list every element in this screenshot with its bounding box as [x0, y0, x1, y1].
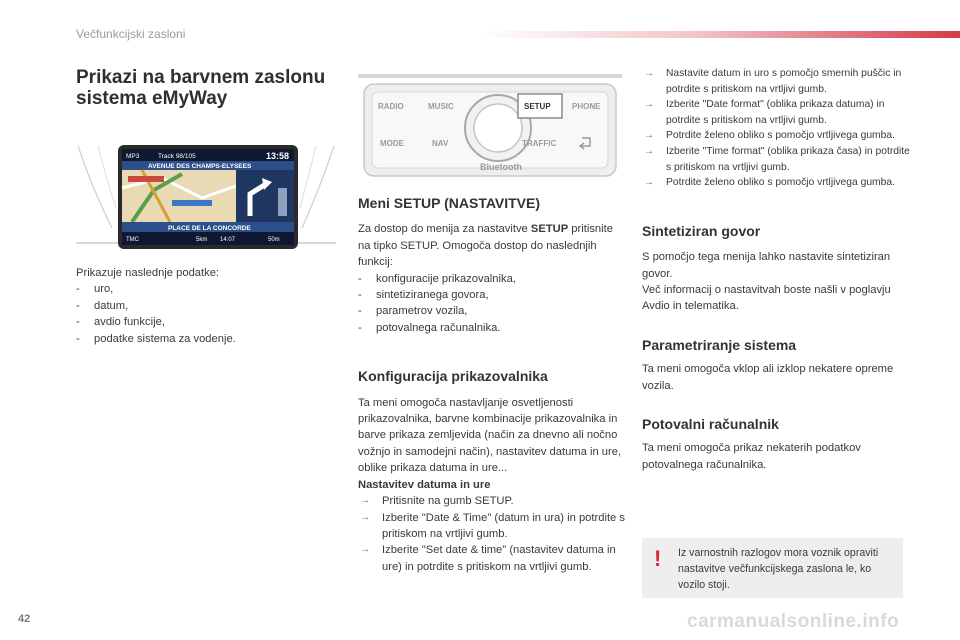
- list-item: - podatke sistema za vodenje.: [76, 331, 346, 347]
- list-item: - konfiguracije prikazovalnika,: [358, 271, 628, 287]
- music-button-label: MUSIC: [428, 102, 454, 111]
- list-item: → Pritisnite na gumb SETUP.: [358, 493, 628, 509]
- page-number: 42: [18, 613, 31, 625]
- emyway-screen-illustration: [72, 128, 340, 253]
- setup-function-list: [358, 271, 628, 337]
- list-item: - parametrov vozila,: [358, 303, 628, 319]
- display-config-heading: Konfiguracija prikazovalnika: [358, 368, 548, 385]
- date-time-steps-continued: [642, 66, 910, 191]
- nav-button-label: NAV: [432, 139, 449, 148]
- screen-place: PLACE DE LA CONCORDE: [168, 225, 251, 232]
- display-info-block: [76, 265, 346, 347]
- control-panel-illustration: [358, 72, 622, 184]
- safety-warning-box: [642, 538, 903, 598]
- screen-tmc: TMC: [126, 237, 139, 243]
- screen-distance: 5km: [196, 237, 208, 243]
- list-item: → Izberite "Date & Time" (datum in ura) in potrdite s pritiskom na vrtljivi gumb.: [358, 510, 628, 543]
- setup-intro-text: Za dostop do menija za nastavitve: [358, 223, 531, 236]
- screen-next-turn: 50m: [268, 237, 280, 243]
- list-item: → Potrdite želeno obliko s pomočjo vrtljivega gumba.: [642, 175, 910, 191]
- setup-intro-text-end: pritisnite na tipko SETUP. Omogoča dostop do naslednjih funkcij:: [358, 223, 613, 269]
- screen-street: AVENUE DES CHAMPS-ELYSEES: [148, 163, 252, 170]
- warning-icon: !: [654, 546, 662, 571]
- list-item: → Izberite "Date format" (oblika prikaza datuma) in potrdite s pritiskom na vrtljivi gumb.: [642, 97, 910, 128]
- mode-button-label: MODE: [380, 139, 404, 148]
- phone-button-label: PHONE: [572, 102, 601, 111]
- warning-text: Iz varnostnih razlogov mora voznik opraviti nastavitve večfunkcijskega zaslona le, ko vozilo stoji.: [678, 547, 879, 591]
- right-column: [642, 66, 910, 473]
- list-item: → Izberite "Set date & time" (nastavitev datuma in ure) in potrdite s pritiskom na vrtljivi gumb.: [358, 542, 628, 575]
- setup-intro-keyword: SETUP: [530, 223, 569, 236]
- list-item: - avdio funkcije,: [76, 314, 346, 330]
- section-header: Večfunkcijski zasloni: [76, 27, 186, 41]
- list-item: - datum,: [76, 298, 346, 314]
- list-item: → Potrdite želeno obliko s pomočjo vrtljivega gumba.: [642, 128, 910, 144]
- list-item: - sintetiziranega govora,: [358, 287, 628, 303]
- params-text: Ta meni omogoča vklop ali izklop nekatere opreme vozila.: [642, 363, 894, 392]
- radio-button-label: RADIO: [378, 102, 404, 111]
- page-title: Prikazi na barvnem zaslonu sistema eMyWay: [76, 67, 326, 109]
- setup-intro: [358, 221, 628, 270]
- setup-column: [358, 195, 628, 575]
- screen-mp3: MP3: [126, 153, 140, 160]
- voice-text: S pomočjo tega menija lahko nastavite sintetiziran govor.: [642, 251, 891, 280]
- date-time-subheading: Nastavitev datuma in ure: [358, 478, 491, 491]
- setup-button-label: SETUP: [524, 102, 551, 111]
- date-time-steps: [358, 493, 628, 575]
- params-heading: Parametriranje sistema: [642, 336, 797, 353]
- trip-heading: Potovalni računalnik: [642, 416, 779, 432]
- display-intro: Prikazuje naslednje podatke:: [76, 267, 220, 279]
- list-item: → Nastavite datum in uro s pomočjo smernih puščic in potrdite s pritiskom na vrtljivi gumb.: [642, 66, 910, 97]
- screen-eta: 14:07: [220, 237, 236, 243]
- voice-text-more: Več informacij o nastavitvah boste našli v poglavju Avdio in telematika.: [642, 283, 891, 313]
- bluetooth-label: Bluetooth: [480, 162, 522, 172]
- display-list: [76, 281, 346, 347]
- voice-heading: Sintetiziran govor: [642, 222, 761, 239]
- screen-clock: 13:58: [266, 151, 290, 161]
- watermark: carmanualsonline.info: [687, 611, 900, 632]
- trip-text: Ta meni omogoča prikaz nekaterih podatkov potovalnega računalnika.: [642, 442, 861, 471]
- list-item: → Izberite "Time format" (oblika prikaza časa) in potrdite s pritiskom na vrtljivi gumb.: [642, 144, 910, 175]
- display-config-text: Ta meni omogoča nastavljanje osvetljenosti prikazovalnika, barvne kombinacije prikazovalnika in barve prikaza zemljevida (način za dnevno ali nočno vožnjo in samodejni način), nastavitev datuma in ure, oblike prikaza datuma in ure...: [358, 396, 622, 475]
- header-rule: [478, 31, 960, 38]
- screen-track: Track 98/105: [158, 153, 196, 160]
- traffic-button-label: TRAFFIC: [522, 139, 557, 148]
- setup-heading: Meni SETUP (NASTAVITVE): [358, 195, 541, 211]
- list-item: - uro,: [76, 281, 346, 297]
- list-item: - potovalnega računalnika.: [358, 320, 628, 336]
